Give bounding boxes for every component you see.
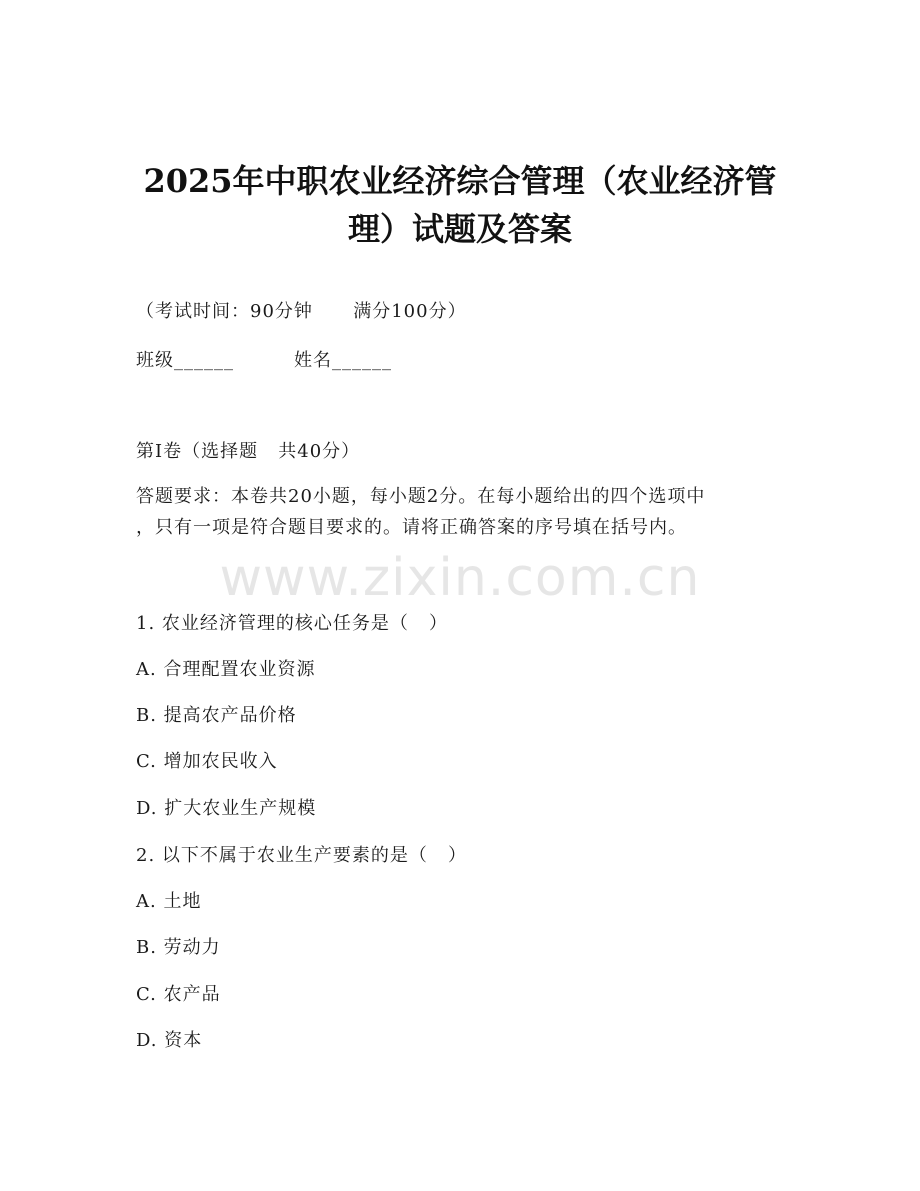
- question-2-option-a: A. 土地: [136, 891, 202, 912]
- question-1-option-a: A. 合理配置农业资源: [136, 659, 316, 680]
- question-2-option-d: D. 资本: [136, 1030, 203, 1051]
- question-2-stem: 2. 以下不属于农业生产要素的是（ ）: [136, 845, 468, 866]
- class-field: 班级______: [136, 350, 234, 371]
- question-1-option-b: B. 提高农产品价格: [136, 705, 297, 726]
- name-field: 姓名______: [294, 350, 392, 371]
- question-1-option-c: C. 增加农民收入: [136, 751, 278, 772]
- question-2-option-b: B. 劳动力: [136, 937, 221, 958]
- instructions-line-2: ，只有一项是符合题目要求的。请将正确答案的序号填在括号内。: [136, 517, 687, 538]
- question-1-option-d: D. 扩大农业生产规模: [136, 798, 317, 819]
- exam-info: （考试时间：90分钟 满分100分）: [136, 301, 467, 322]
- question-2-option-c: C. 农产品: [136, 984, 221, 1005]
- watermark: www.zixin.com.cn: [219, 548, 701, 608]
- instructions-line-1: 答题要求：本卷共20小题，每小题2分。在每小题给出的四个选项中: [136, 486, 706, 507]
- question-1-stem: 1. 农业经济管理的核心任务是（ ）: [136, 613, 449, 634]
- document-title-line-1: 2025年中职农业经济综合管理（农业经济管: [143, 162, 777, 200]
- document-title-line-2: 理）试题及答案: [347, 210, 572, 248]
- section-heading: 第Ⅰ卷（选择题 共40分）: [136, 441, 361, 462]
